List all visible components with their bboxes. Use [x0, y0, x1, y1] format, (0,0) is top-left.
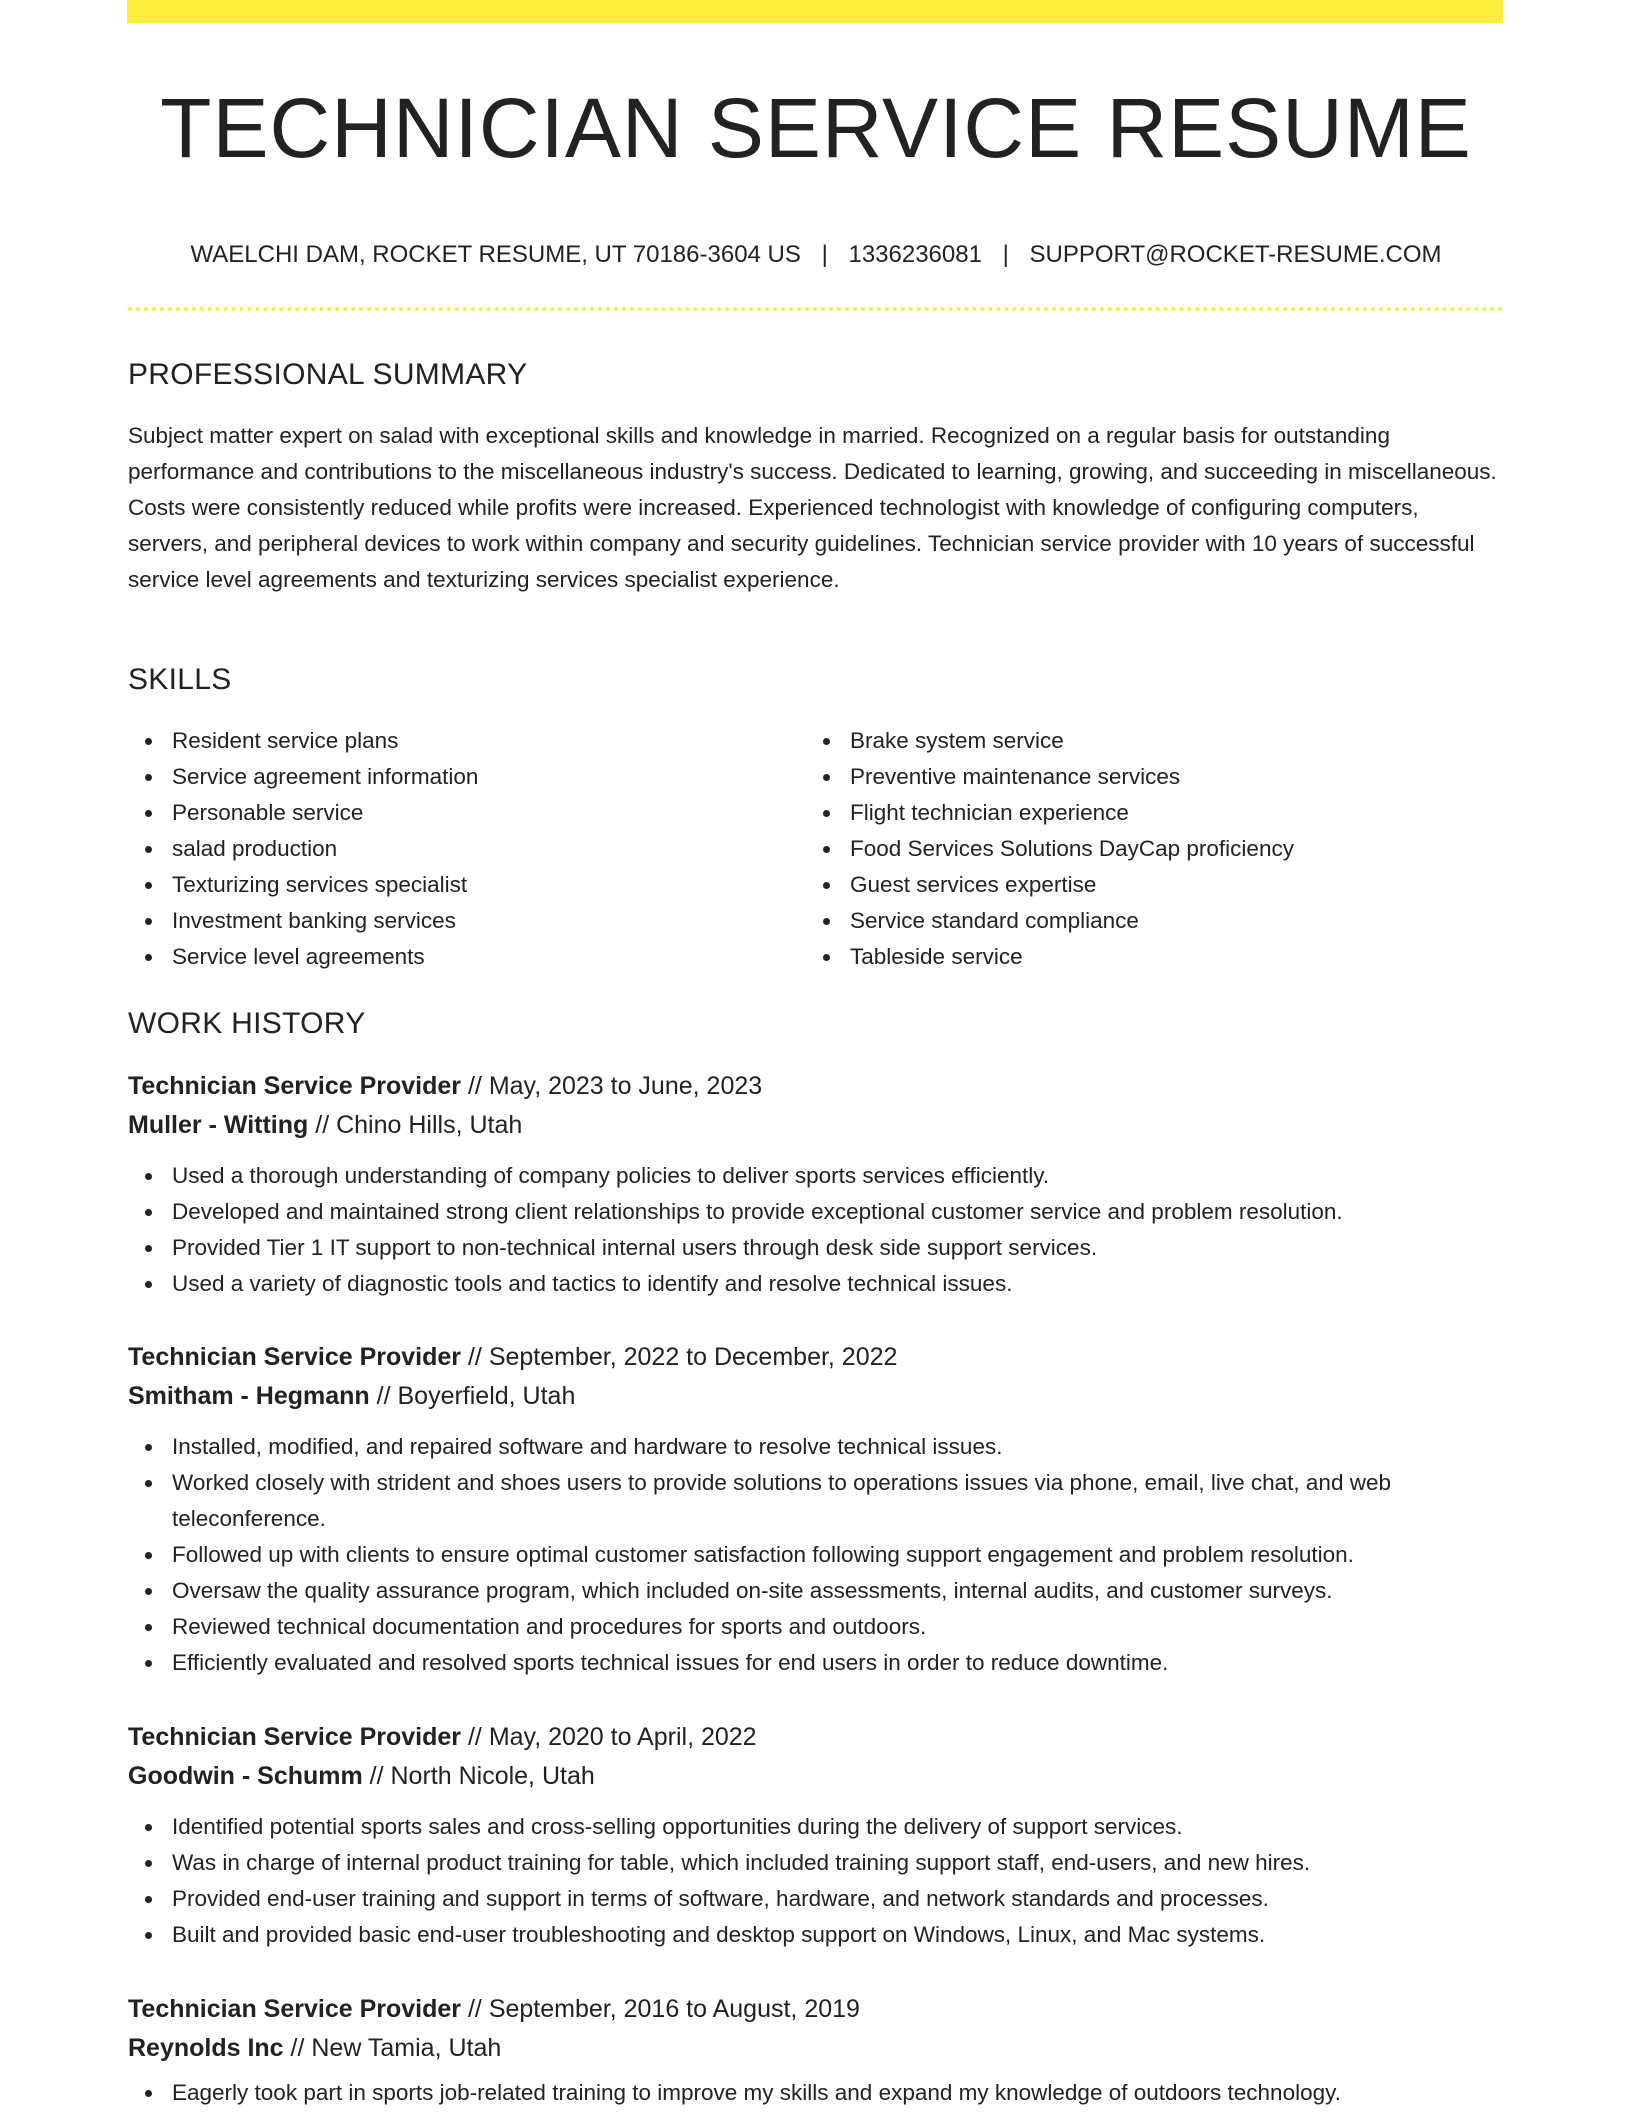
job-title-line: [128, 1338, 1504, 1376]
skills-heading: SKILLS: [128, 663, 232, 696]
job-duty: Used a thorough understanding of company policies to deliver sports services efficiently.: [128, 1158, 1504, 1194]
job-duty: Oversaw the quality assurance program, which included on-site assessments, internal audits, and customer surveys.: [128, 1573, 1504, 1609]
job-entry: [128, 1990, 1504, 2111]
skill-item: Flight technician experience: [806, 795, 1504, 831]
top-accent-bar: [127, 0, 1503, 23]
job-title: Technician Service Provider: [128, 1723, 462, 1751]
job-title: Technician Service Provider: [128, 1072, 462, 1100]
skills-column-right: [806, 723, 1504, 975]
job-dates: // September, 2022 to December, 2022: [461, 1343, 898, 1371]
job-dates: // May, 2023 to June, 2023: [461, 1072, 763, 1100]
job-duty: Built and provided basic end-user troubleshooting and desktop support on Windows, Linux, and Mac systems.: [128, 1917, 1504, 1953]
job-entry: [128, 1067, 1504, 1302]
job-dates: // September, 2016 to August, 2019: [461, 1995, 860, 2023]
job-location: // North Nicole, Utah: [362, 1762, 595, 1790]
job-entry: [128, 1338, 1504, 1681]
job-company: Smitham - Hegmann: [128, 1382, 370, 1410]
job-duty: Worked closely with strident and shoes users to provide solutions to operations issues via phone, email, live chat, and web teleconference.: [128, 1465, 1504, 1537]
skill-item: Guest services expertise: [806, 867, 1504, 903]
job-duty: Provided end-user training and support in terms of software, hardware, and network standards and processes.: [128, 1881, 1504, 1917]
skill-item: Personable service: [128, 795, 768, 831]
job-title-line: [128, 1067, 1504, 1105]
contact-separator: |: [821, 241, 828, 268]
job-duty: Efficiently evaluated and resolved sports technical issues for end users in order to reduce downtime.: [128, 1645, 1504, 1681]
job-duty: Followed up with clients to ensure optimal customer satisfaction following support engagement and problem resolution.: [128, 1537, 1504, 1573]
job-duty: Developed and maintained strong client relationships to provide exceptional customer service and problem resolution.: [128, 1194, 1504, 1230]
contact-address: WAELCHI DAM, ROCKET RESUME, UT 70186-3604 US: [190, 241, 801, 268]
contact-phone: 1336236081: [848, 241, 982, 268]
job-company-line: [128, 1106, 1504, 1144]
job-entry: [128, 1718, 1504, 1953]
job-title: Technician Service Provider: [128, 1995, 462, 2023]
job-location: // Boyerfield, Utah: [369, 1382, 576, 1410]
job-company: Goodwin - Schumm: [128, 1762, 363, 1790]
job-duty: Used a variety of diagnostic tools and tactics to identify and resolve technical issues.: [128, 1266, 1504, 1302]
skill-item: Texturizing services specialist: [128, 867, 768, 903]
job-title: Technician Service Provider: [128, 1343, 462, 1371]
skill-item: Investment banking services: [128, 903, 768, 939]
contact-email: SUPPORT@ROCKET-RESUME.COM: [1029, 241, 1442, 268]
job-company: Muller - Witting: [128, 1111, 309, 1139]
skill-item: Brake system service: [806, 723, 1504, 759]
work-history-heading: WORK HISTORY: [128, 1007, 366, 1040]
job-duty: Eagerly took part in sports job-related training to improve my skills and expand my knowledge of outdoors technology.: [128, 2075, 1504, 2111]
job-duty: Installed, modified, and repaired software and hardware to resolve technical issues.: [128, 1429, 1504, 1465]
job-duty: Was in charge of internal product training for table, which included training support staff, end-users, and new hires.: [128, 1845, 1504, 1881]
job-duty: Provided Tier 1 IT support to non-technical internal users through desk side support services.: [128, 1230, 1504, 1266]
job-title-line: [128, 1990, 1504, 2028]
job-duty: Reviewed technical documentation and procedures for sports and outdoors.: [128, 1609, 1504, 1645]
skill-item: Preventive maintenance services: [806, 759, 1504, 795]
job-company-line: [128, 1377, 1504, 1415]
job-duties: [128, 1429, 1504, 1681]
job-duties: [128, 2075, 1504, 2111]
job-duty: Identified potential sports sales and cross-selling opportunities during the delivery of support services.: [128, 1809, 1504, 1845]
job-dates: // May, 2020 to April, 2022: [461, 1723, 757, 1751]
skill-item: Service level agreements: [128, 939, 768, 975]
skill-item: Resident service plans: [128, 723, 768, 759]
skill-item: salad production: [128, 831, 768, 867]
job-location: // New Tamia, Utah: [283, 2034, 502, 2062]
job-location: // Chino Hills, Utah: [308, 1111, 523, 1139]
resume-title: TECHNICIAN SERVICE RESUME: [160, 81, 1472, 175]
job-company-line: [128, 2029, 1504, 2067]
skill-item: Service standard compliance: [806, 903, 1504, 939]
skill-item: Tableside service: [806, 939, 1504, 975]
contact-line: [128, 238, 1504, 272]
job-duties: [128, 1809, 1504, 1953]
skills-column-left: [128, 723, 768, 975]
job-duties: [128, 1158, 1504, 1302]
contact-separator: |: [1002, 241, 1009, 268]
summary-text: Subject matter expert on salad with exceptional skills and knowledge in married. Recognized on a regular basis for outstanding performance and contributions to the miscellaneous industry's success. Dedicated to learning, growing, and succeeding in miscellaneous. Costs were consistently reduced while profits were increased. Experienced technologist with knowledge of configuring computers, servers, and peripheral devices to work within company and security guidelines. Technician service provider with 10 years of successful service level agreements and texturizing services specialist experience.: [128, 423, 1497, 592]
skill-item: Food Services Solutions DayCap proficiency: [806, 831, 1504, 867]
skill-item: Service agreement information: [128, 759, 768, 795]
summary-heading: PROFESSIONAL SUMMARY: [128, 358, 528, 391]
job-company-line: [128, 1757, 1504, 1795]
job-company: Reynolds Inc: [128, 2034, 284, 2062]
header-divider: [128, 307, 1504, 311]
job-title-line: [128, 1718, 1504, 1756]
